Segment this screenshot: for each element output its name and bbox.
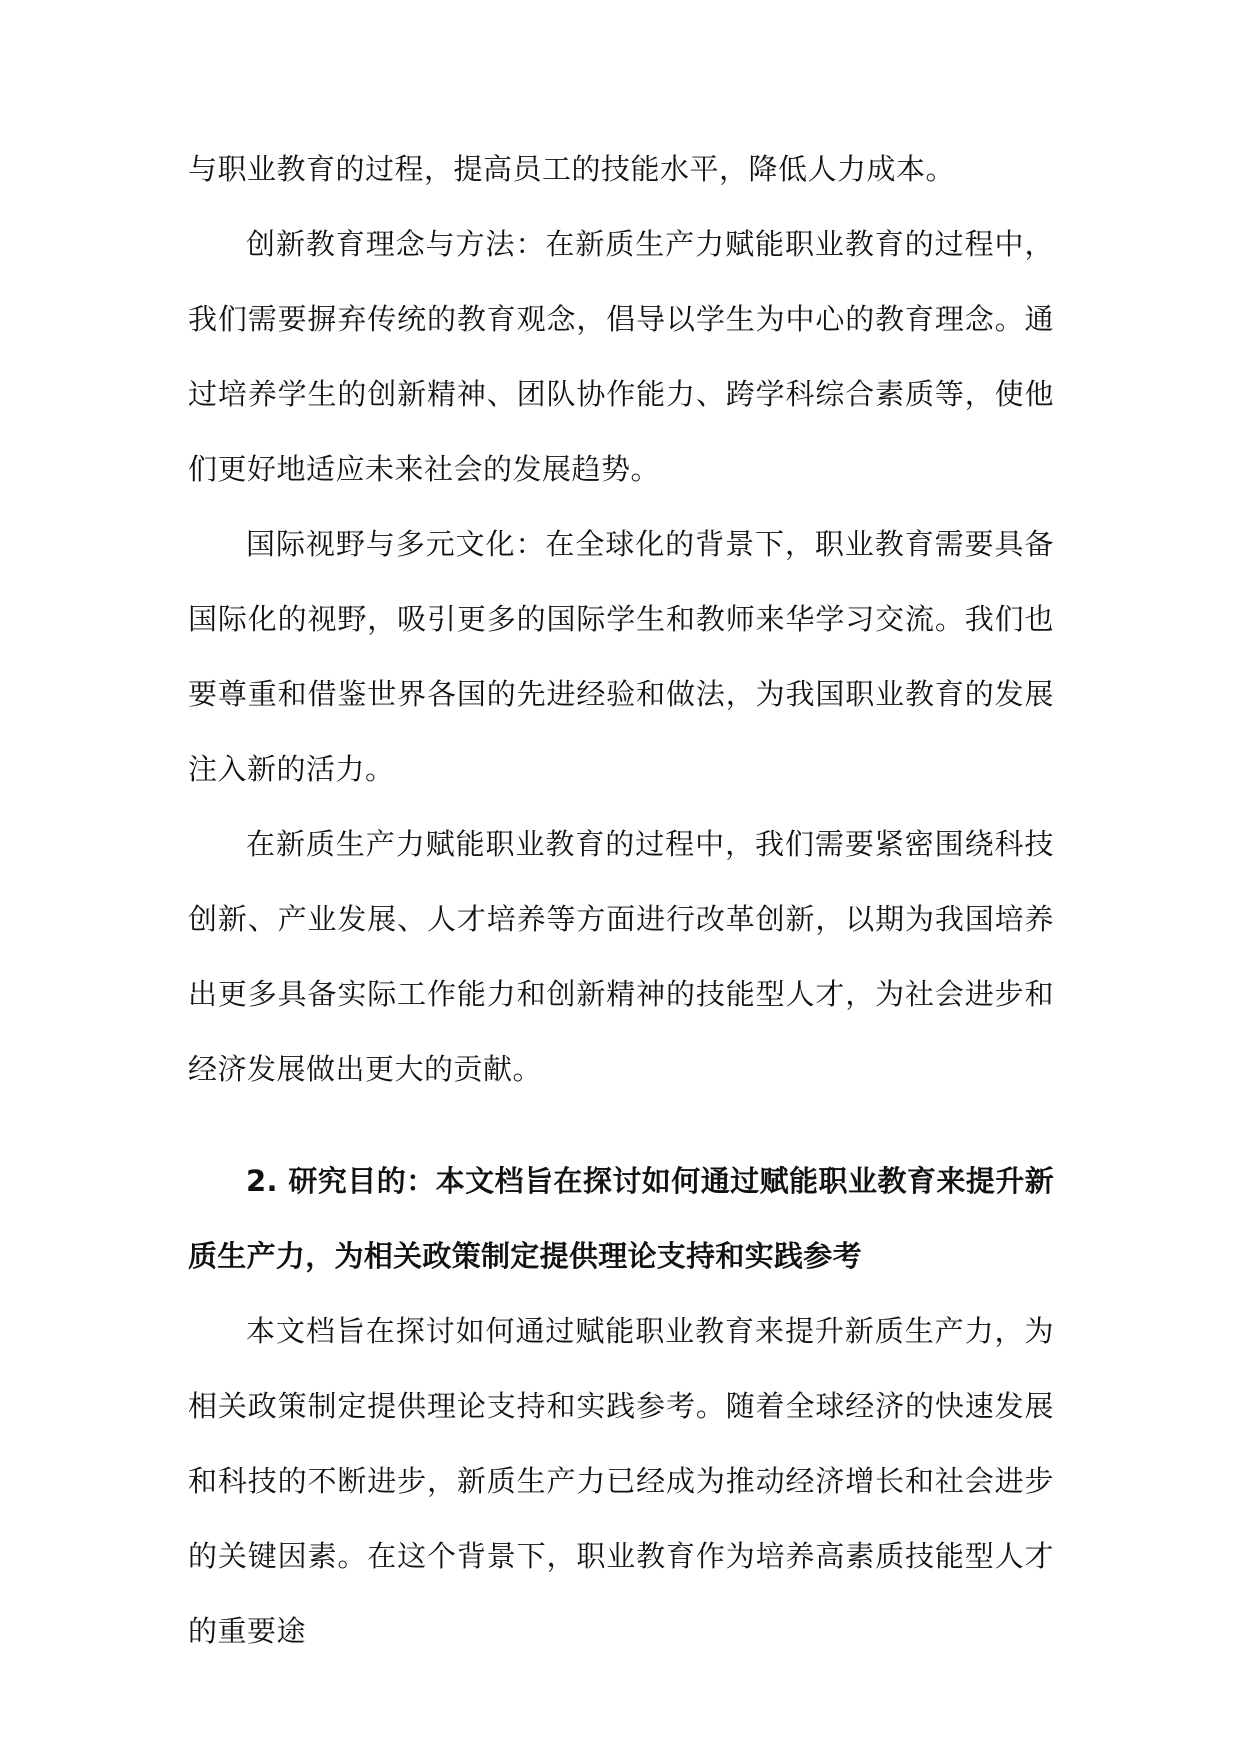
paragraph-continuation: 与职业教育的过程，提高员工的技能水平，降低人力成本。	[188, 152, 956, 186]
paragraph-innovation-methods: 创新教育理念与方法：在新质生产力赋能职业教育的过程中，我们需要摒弃传统的教育观念，倡导以学生为中心的教育理念。通过培养学生的创新精神、团队协作能力、跨学科综合素质等，使他们更好地适应未来社会的发展趋势。	[188, 227, 1054, 486]
paragraph-international-vision: 国际视野与多元文化：在全球化的背景下，职业教育需要具备国际化的视野，吸引更多的国际学生和教师来华学习交流。我们也要尊重和借鉴世界各国的先进经验和做法，为我国职业教育的发展注入新的活力。	[188, 527, 1054, 786]
paragraph-reform-summary: 在新质生产力赋能职业教育的过程中，我们需要紧密围绕科技创新、产业发展、人才培养等方面进行改革创新，以期为我国培养出更多具备实际工作能力和创新精神的技能型人才，为社会进步和经济发展做出更大的贡献。	[188, 827, 1054, 1086]
section-heading-research-purpose: 2. 研究目的：本文档旨在探讨如何通过赋能职业教育来提升新质生产力，为相关政策制定提供理论支持和实践参考	[188, 1164, 1054, 1273]
paragraph-research-purpose: 本文档旨在探讨如何通过赋能职业教育来提升新质生产力，为相关政策制定提供理论支持和实践参考。随着全球经济的快速发展和科技的不断进步，新质生产力已经成为推动经济增长和社会进步的关键因素。在这个背景下，职业教育作为培养高素质技能型人才的重要途	[188, 1314, 1054, 1648]
document-body	[188, 132, 1054, 1669]
section-gap	[188, 1107, 1054, 1144]
